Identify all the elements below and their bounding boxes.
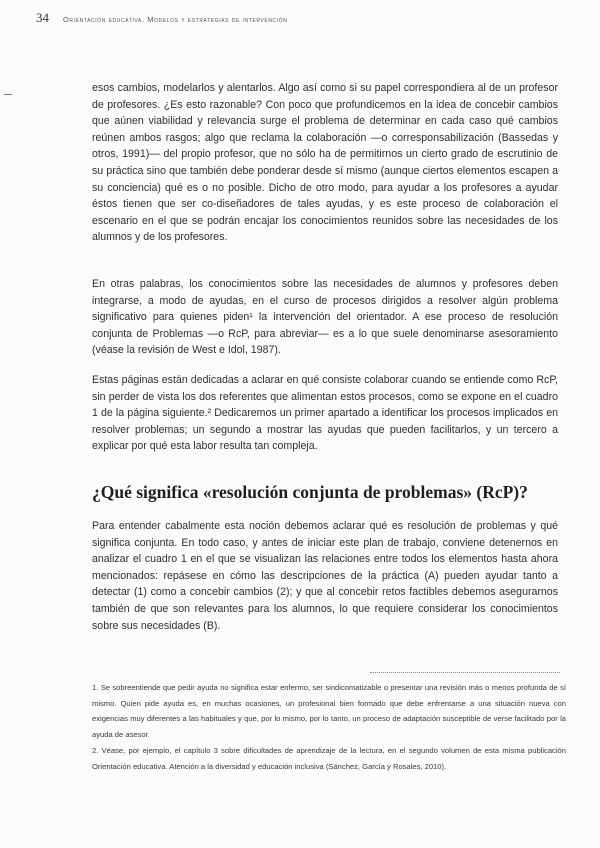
footnotes [92,680,566,776]
footnote-1: 1. Se sobreentiende que pedir ayuda no significa estar enfermo, ser sindicomatizable o presentar una revisión más o menos profunda de sí mismo. Quien pide ayuda es, en muchas ocasiones, un profesional bien formado que debe enfrentarse a una situación nueva con exigencias muy diferentes a las habituales y que, por lo mismo, por lo tanto, un proceso de adaptación susceptible de verse facilitado por la ayuda de asesor. [92,683,566,739]
body-paragraph-1: esos cambios, modelarlos y alentarlos. Algo así como si su papel correspondiera al de un profesor de profesores. ¿Es esto razonable? Con poco que profundicemos en la idea de concebir cambios que aúnen viabilidad y relevancia surge el problema de determinar en cada caso qué cambios reúnen ambos rasgos; algo que reclama la colaboración —o corresponsabilización (Bassedas y otros, 1991)— del propio profesor, que no sólo ha de permitirnos un cierto grado de escrutinio de su práctica sino que también debe ponderar desde sí mismo (aunque ciertos elementos escapen a su conciencia) qué es o no posible. Dicho de otro modo, para ayudar a los profesores a ayudar éstos tienen que ser co-diseñadores de tales ayudas, y es este proceso de colaboración el escenario en el que se podrán encajar los conocimientos reunidos sobre las necesidades de los alumnos y de los profesores. [92,82,558,244]
running-title: Orientación educativa. Modelos y estrategias de intervención [63,15,288,24]
running-header [36,10,576,26]
footnote-2: 2. Véase, por ejemplo, el capítulo 3 sobre dificultades de aprendizaje de la lectura, en el segundo volumen de esta misma publicación Orientación educativa. Atención a la diversidad y educación inclusiva (Sánchez, García y Rosales, 2010). [92,746,566,771]
body-paragraph-4: Para entender cabalmente esta noción debemos aclarar qué es resolución de problemas y qué significa conjunta. En todo caso, y antes de iniciar este plan de trabajo, conviene detenernos en analizar el cuadro 1 en el que se visualizan las relaciones entre todos los elementos hasta ahora mencionados: repásese en cómo las descripciones de la práctica (A) pueden ayudar tanto a detectar (1) como a concebir cambios (2); y que al concebir retos factibles debemos asegurarnos también de que son relevantes para los alumnos, lo que requiere considerar los conocimientos sobre sus necesidades (B). [92,520,558,632]
body-paragraph-3: Estas páginas están dedicadas a aclarar en qué consiste colaborar cuando se entiende como RcP, sin perder de vista los dos referentes que alimentan estos procesos, como se expone en el cuadro 1 de la página siguiente.² Dedicaremos un primer apartado a identificar los procesos implicados en resolver problemas; un segundo a mostrar las ayudas que pueden facilitarlos, y un tercero a explicar por qué esta labor resulta tan compleja. [92,374,558,453]
footnote-separator [370,672,560,673]
section-heading: ¿Qué significa «resolución conjunta de problemas» (RcP)? [92,482,528,502]
page-number: 34 [36,10,49,25]
body-paragraph-2: En otras palabras, los conocimientos sobre las necesidades de alumnos y profesores deben integrarse, a modo de ayudas, en el curso de procesos dirigidos a resolver algún problema significativo para quienes piden¹ la intervención del orientador. A ese proceso de resolución conjunta de Problemas —o RcP, para abreviar— es a lo que suele denominarse asesoramiento (véase la revisión de West e Idol, 1987). [92,278,558,357]
margin-mark [4,94,12,95]
